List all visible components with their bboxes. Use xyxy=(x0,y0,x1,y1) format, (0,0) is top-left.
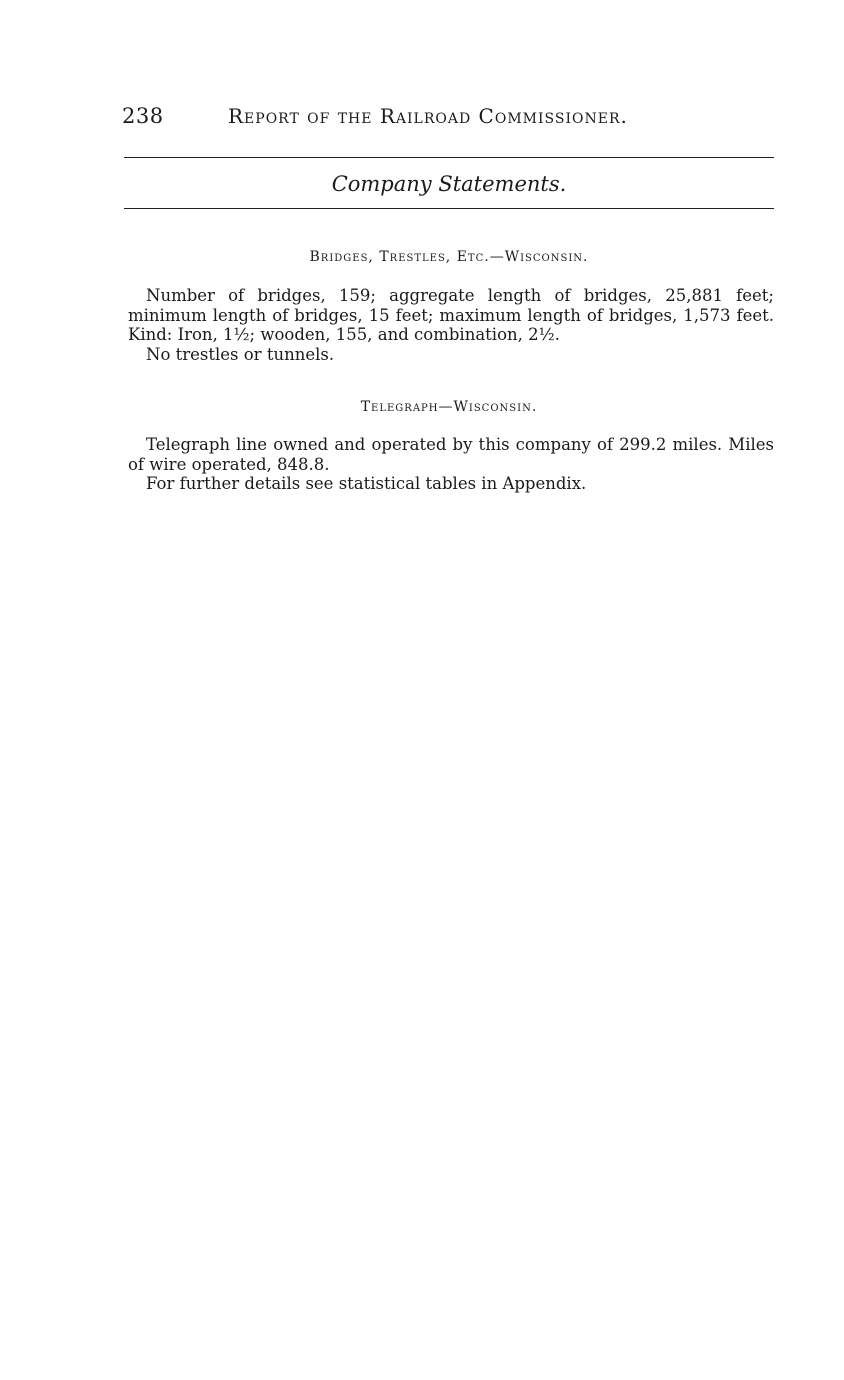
section-title: Company Statements. xyxy=(331,172,567,196)
telegraph-section xyxy=(128,435,774,494)
top-rule xyxy=(124,157,774,158)
telegraph-heading: Telegraph—Wisconsin. xyxy=(360,399,538,415)
running-header xyxy=(122,104,782,134)
bridges-paragraph: Number of bridges, 159; aggregate length of bridges, 25,881 feet; minimum length of bridges, 15 feet; maximum length of bridges, 1,573 feet. Kind: Iron, 1½; wooden, 155, and combination, 2½. xyxy=(128,286,774,344)
trestles-paragraph: No trestles or tunnels. xyxy=(146,344,335,364)
bottom-rule xyxy=(124,208,774,209)
bridges-section xyxy=(128,286,774,364)
bridges-heading: Bridges, Trestles, Etc.—Wisconsin. xyxy=(309,249,589,265)
running-title: Report of the Railroad Commissioner. xyxy=(228,104,628,128)
page-number: 238 xyxy=(122,104,164,128)
appendix-paragraph: For further details see statistical tables in Appendix. xyxy=(146,474,587,493)
telegraph-paragraph: Telegraph line owned and operated by this company of 299.2 miles. Miles of wire operated, 848.8. xyxy=(128,435,774,474)
